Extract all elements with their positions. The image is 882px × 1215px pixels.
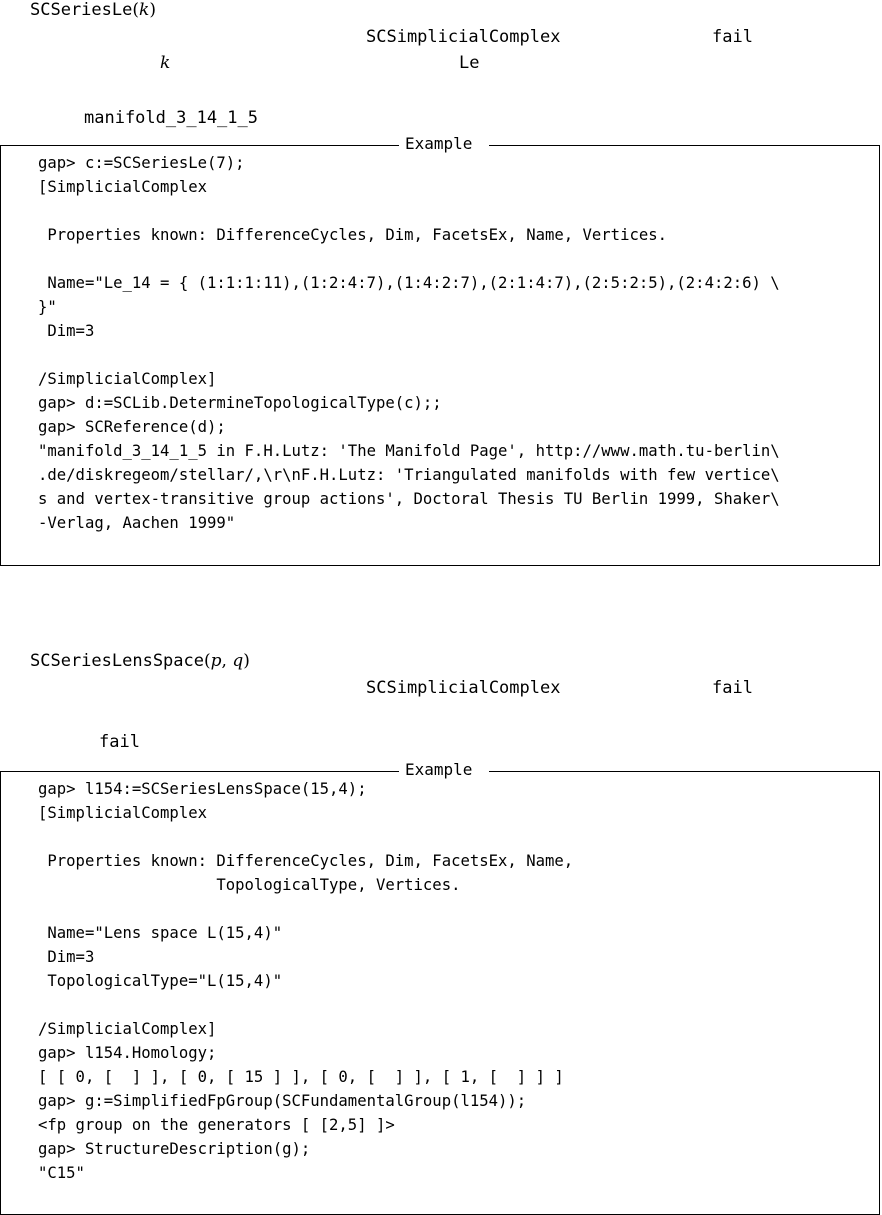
code-line: gap> l154:=SCSeriesLensSpace(15,4); (38, 780, 367, 798)
code-block (38, 777, 573, 1185)
code-line: Name="Lens space L(15,4)" (38, 924, 283, 942)
code-line (38, 247, 780, 271)
example-rule-left (1, 145, 399, 146)
code-line: Properties known: DifferenceCycles, Dim, FacetsEx, Name, Vertices. (38, 226, 668, 244)
function-name: SCSeriesLensSpace (30, 651, 204, 671)
returns-type: SCSimplicialComplex (366, 678, 561, 698)
code-line: gap> d:=SCLib.DetermineTopologicalType(c);; (38, 394, 442, 412)
code-line (38, 897, 573, 921)
example-rule-right (489, 145, 879, 146)
code-line: Name="Le_14 = { (1:1:1:11),(1:2:4:7),(1:4:2:7),(2:1:4:7),(2:5:2:5),(2:4:2:6) \ (38, 274, 780, 292)
argument-k: k (139, 0, 150, 20)
code-line: "manifold_3_14_1_5 in F.H.Lutz: 'The Manifold Page', http://www.math.tu-berlin\ (38, 442, 780, 460)
code-line (38, 825, 573, 849)
code-line: [ [ 0, [ ] ], [ 0, [ 15 ] ], [ 0, [ ] ], [ 1, [ ] ] ] (38, 1068, 564, 1086)
code-line: gap> c:=SCSeriesLe(7); (38, 154, 245, 172)
comma: , (221, 651, 233, 671)
fail-text: fail (99, 732, 140, 752)
example-box-1 (0, 134, 880, 566)
code-line: TopologicalType="L(15,4)" (38, 972, 283, 990)
code-line: gap> StructureDescription(g); (38, 1140, 311, 1158)
returns-fail: fail (712, 678, 753, 698)
code-line: Properties known: DifferenceCycles, Dim, FacetsEx, Name, (38, 852, 574, 870)
example-rule-left (1, 771, 399, 772)
example-label: Example (399, 134, 478, 154)
close-paren: ) (149, 0, 156, 20)
code-line: .de/diskregeom/stellar/,\r\nF.H.Lutz: 'Triangulated manifolds with few vertice\ (38, 466, 780, 484)
code-line: /SimplicialComplex] (38, 1020, 217, 1038)
argument-q: q (232, 651, 244, 671)
code-line: TopologicalType, Vertices. (38, 876, 461, 894)
function-name: SCSeriesLe (30, 0, 133, 20)
example-box-2 (0, 760, 880, 1215)
open-paren: ( (204, 651, 211, 671)
param-variable-k: k (160, 53, 171, 73)
code-line (38, 343, 780, 367)
open-paren: ( (132, 0, 139, 20)
argument-p: p (210, 651, 222, 671)
code-line: /SimplicialComplex] (38, 370, 217, 388)
code-line: [SimplicialComplex (38, 178, 207, 196)
code-line: }" (38, 298, 57, 316)
close-paren: ) (243, 651, 250, 671)
code-line: gap> g:=SimplifiedFpGroup(SCFundamentalGroup(l154)); (38, 1092, 527, 1110)
code-line: <fp group on the generators [ [2,5] ]> (38, 1116, 395, 1134)
code-line: gap> l154.Homology; (38, 1044, 217, 1062)
series-name: Le (459, 53, 480, 73)
code-line: Dim=3 (38, 948, 95, 966)
function-signature-sc-series-lens-space (30, 651, 250, 671)
example-rule-right (489, 771, 879, 772)
example-label: Example (399, 760, 478, 780)
code-line: Dim=3 (38, 322, 95, 340)
function-signature-sc-series-le (30, 0, 156, 20)
code-line: s and vertex-transitive group actions', Doctoral Thesis TU Berlin 1999, Shaker\ (38, 490, 780, 508)
returns-type: SCSimplicialComplex (366, 27, 561, 47)
returns-fail: fail (712, 27, 753, 47)
code-block (38, 151, 780, 535)
code-line (38, 199, 780, 223)
code-line: -Verlag, Aachen 1999" (38, 514, 236, 532)
code-line (38, 993, 573, 1017)
code-line: gap> SCReference(d); (38, 418, 226, 436)
manifold-id: manifold_3_14_1_5 (84, 108, 258, 128)
code-line: [SimplicialComplex (38, 804, 207, 822)
code-line: "C15" (38, 1164, 85, 1182)
